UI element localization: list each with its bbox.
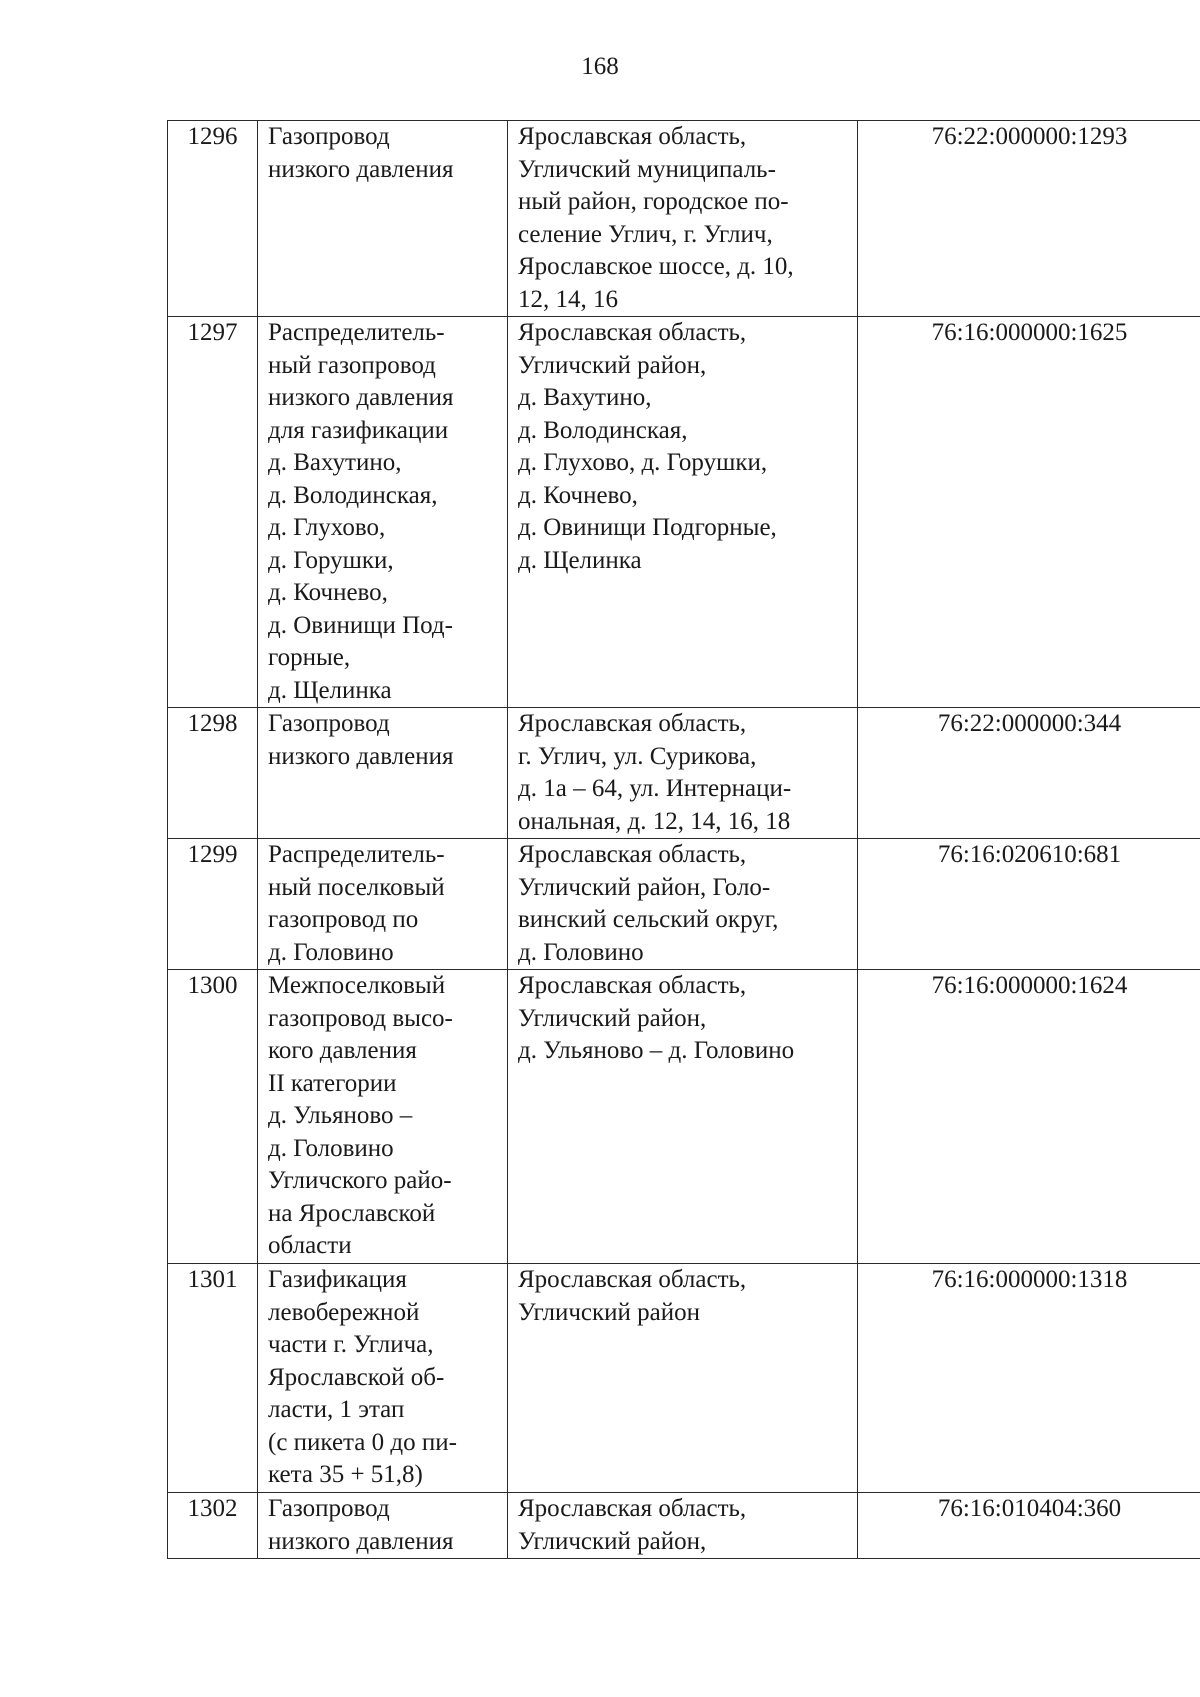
cadastral-number: 76:22:000000:344 [858,708,1200,839]
cadastral-number: 76:16:010404:360 [858,1493,1200,1559]
registry-table [167,120,1200,1559]
table-row [168,708,1200,839]
object-address: Ярославская область, Угличский район, д. Вахутино, д. Володинская, д. Глухово, д. Горушки, д. Кочнево, д. Овинищи Подгорные, д. Щелинка [508,317,858,708]
object-name: Газопровод низкого давления [258,1493,508,1559]
row-number: 1297 [168,317,258,708]
cadastral-number: 76:16:020610:681 [858,839,1200,970]
page-number: 168 [581,53,619,80]
object-address: Ярославская область, Угличский район, [508,1493,858,1559]
object-name: Распределитель- ный поселковый газопровод по д. Головино [258,839,508,970]
object-name: Распределитель- ный газопровод низкого давления для газификации д. Вахутино, д. Володинская, д. Глухово, д. Горушки, д. Кочнево, д. Овинищи Под- горные, д. Щелинка [258,317,508,708]
object-name: Межпоселковый газопровод высо- кого давления II категории д. Ульяново – д. Головино Угличского райо- на Ярославской области [258,970,508,1264]
cadastral-number: 76:16:000000:1625 [858,317,1200,708]
cadastral-number: 76:22:000000:1293 [858,121,1200,317]
object-address: Ярославская область, Угличский район, д. Ульяново – д. Головино [508,970,858,1264]
table-row [168,970,1200,1264]
row-number: 1298 [168,708,258,839]
cadastral-number: 76:16:000000:1624 [858,970,1200,1264]
row-number: 1296 [168,121,258,317]
object-name: Газопровод низкого давления [258,708,508,839]
table-row [168,121,1200,317]
row-number: 1302 [168,1493,258,1559]
row-number: 1299 [168,839,258,970]
table-row [168,1264,1200,1493]
object-name: Газификация левобережной части г. Углича, Ярославской об- ласти, 1 этап (с пикета 0 до пи- кета 35 + 51,8) [258,1264,508,1493]
object-address: Ярославская область, Угличский район, Голо- винский сельский округ, д. Головино [508,839,858,970]
table-row [168,1493,1200,1559]
object-address: Ярославская область, г. Углич, ул. Сурикова, д. 1а – 64, ул. Интернаци- ональная, д. 12, 14, 16, 18 [508,708,858,839]
object-address: Ярославская область, Угличский муниципаль- ный район, городское по- селение Углич, г. Углич, Ярославское шоссе, д. 10, 12, 14, 16 [508,121,858,317]
table-row [168,317,1200,708]
cadastral-number: 76:16:000000:1318 [858,1264,1200,1493]
row-number: 1300 [168,970,258,1264]
object-address: Ярославская область, Угличский район [508,1264,858,1493]
object-name: Газопровод низкого давления [258,121,508,317]
row-number: 1301 [168,1264,258,1493]
table-row [168,839,1200,970]
